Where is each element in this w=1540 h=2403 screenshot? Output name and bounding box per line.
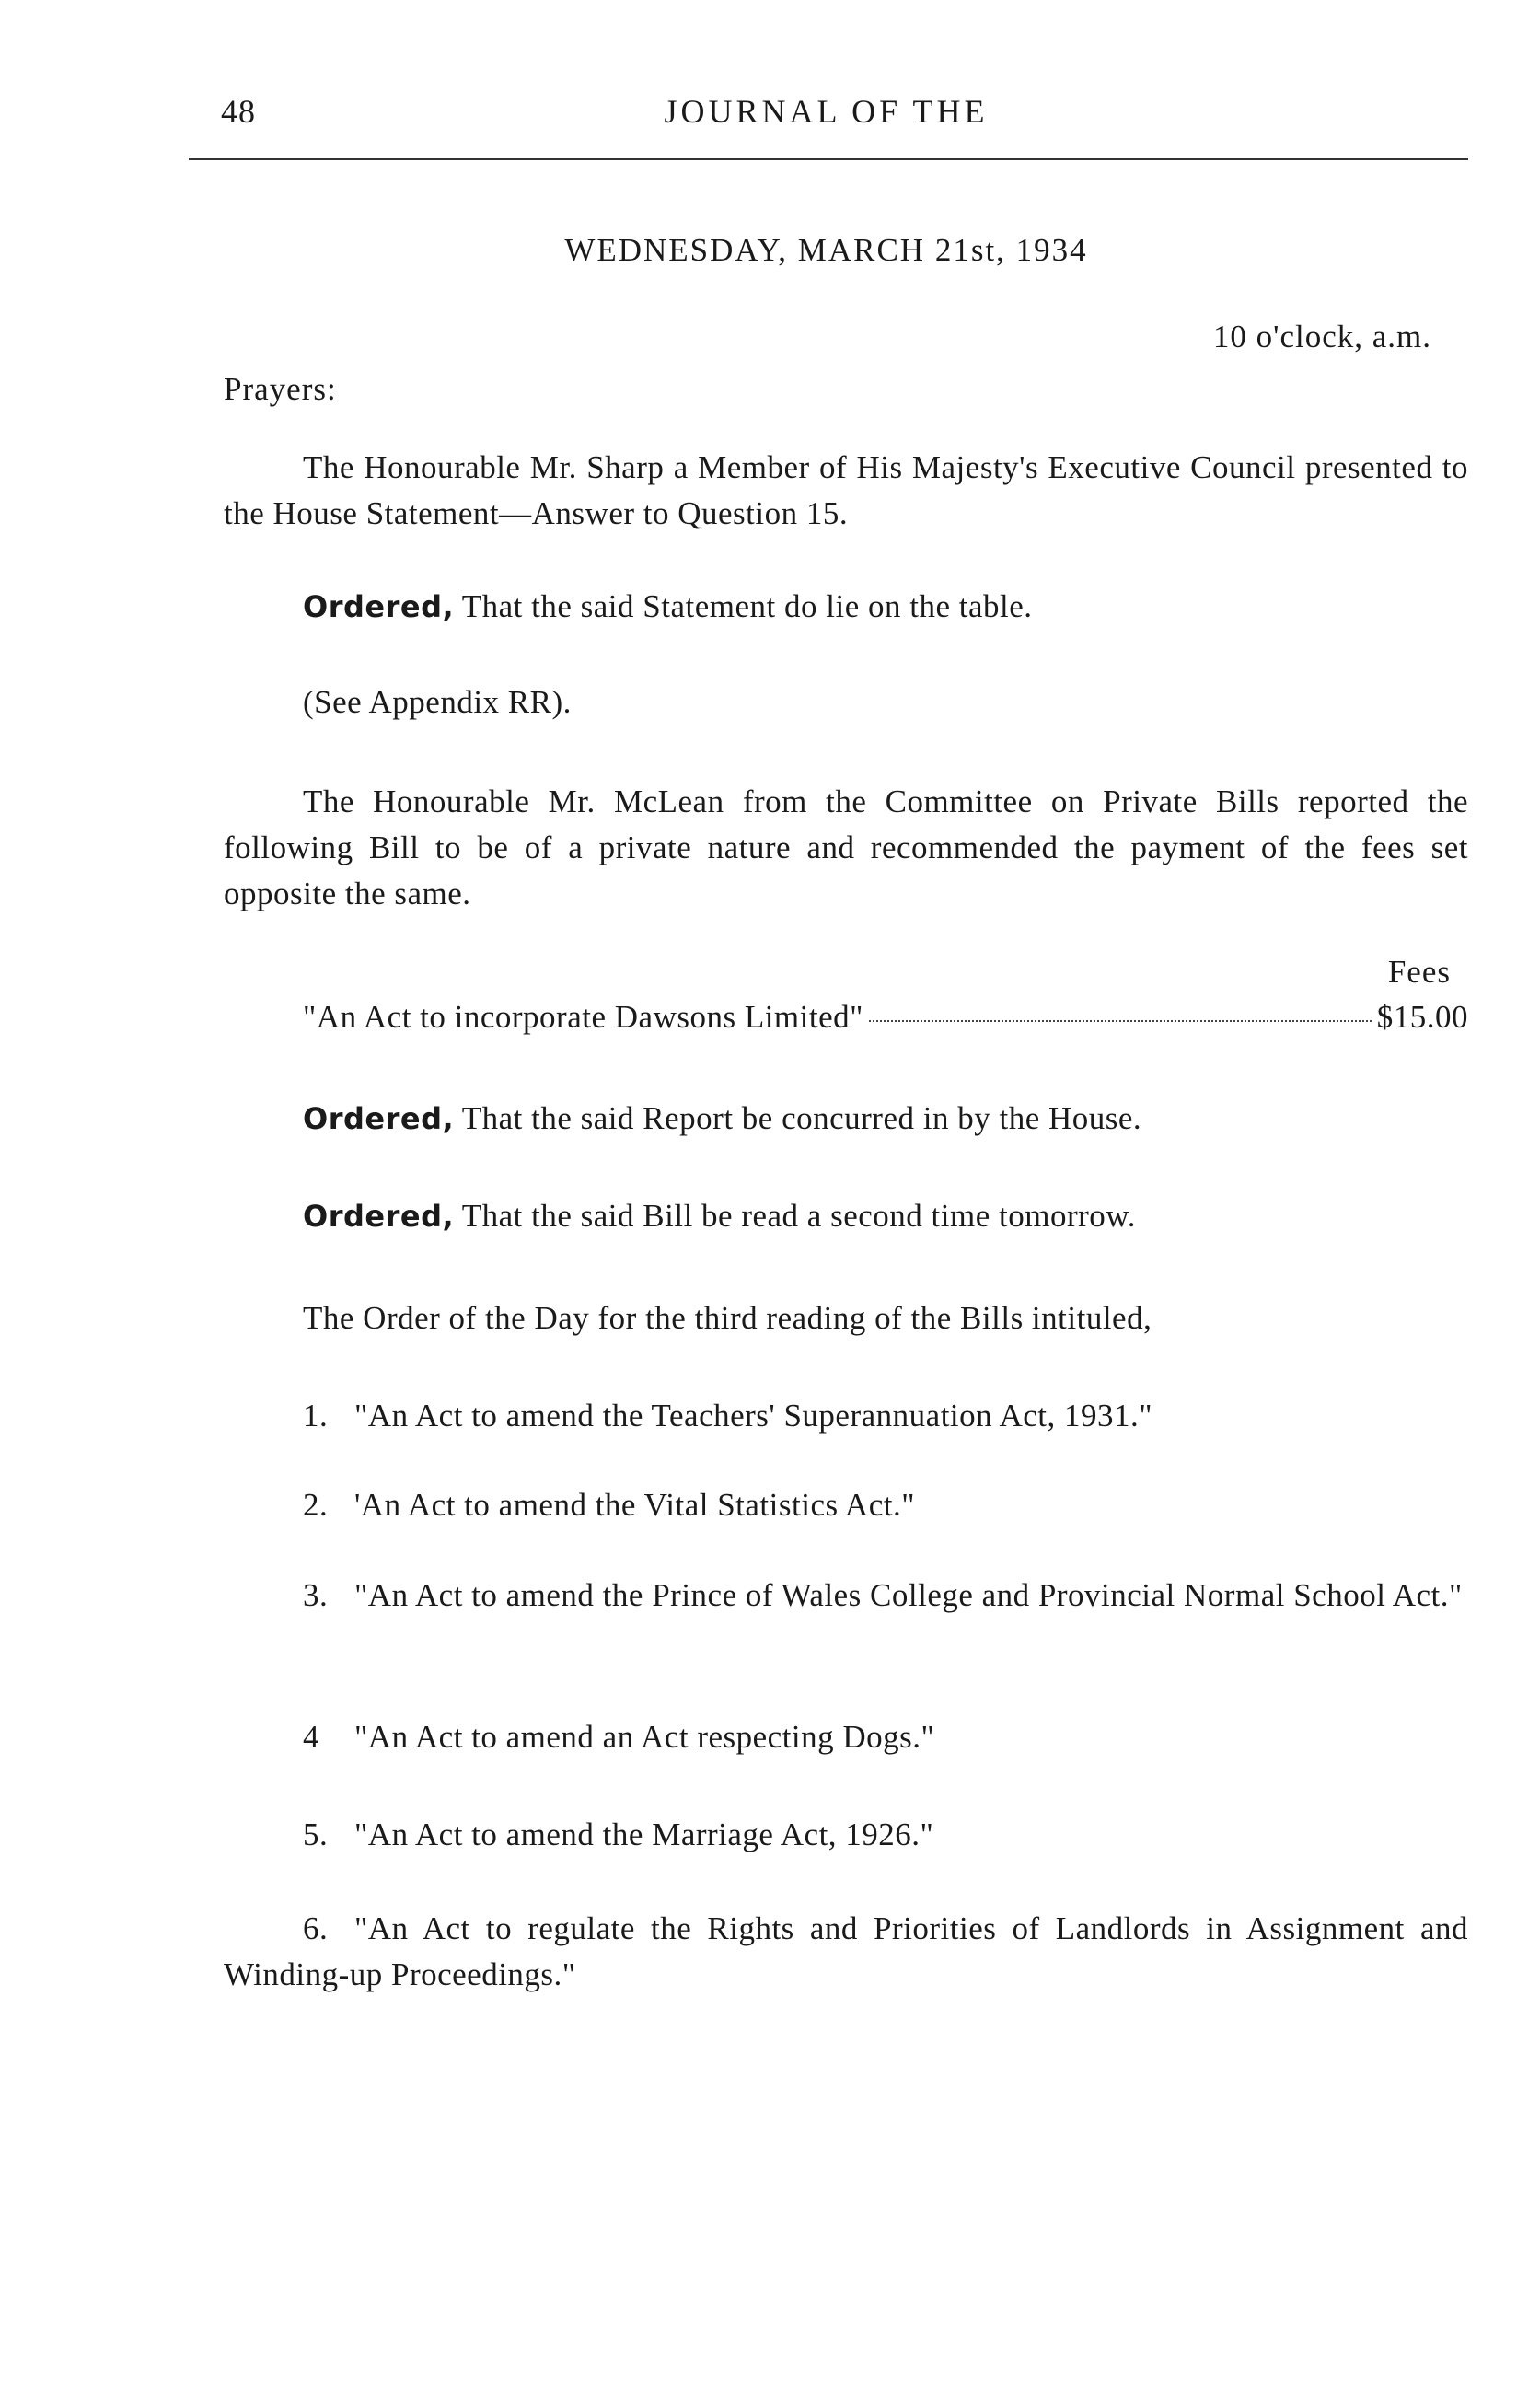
bill-title: "An Act to amend an Act respecting Dogs."	[354, 1719, 935, 1755]
bill-number: 2.	[303, 1487, 329, 1523]
page-header	[184, 92, 1468, 147]
paragraph-order-of-day: The Order of the Day for the third reading of the Bills intituled,	[303, 1300, 1152, 1336]
bill-title: "An Act to amend the Marriage Act, 1926."	[354, 1817, 934, 1852]
fee-row	[303, 999, 1468, 1045]
bill-item	[224, 1812, 1468, 1858]
bill-number: 4	[303, 1719, 319, 1755]
ordered-text: That the said Bill be read a second time tomorrow.	[454, 1198, 1137, 1234]
dot-leader	[869, 1020, 1372, 1022]
fee-amount: $15.00	[1376, 999, 1468, 1035]
paragraph-ordered-report	[224, 1096, 1468, 1142]
bill-item	[224, 1393, 1468, 1439]
date-heading: WEDNESDAY, MARCH 21st, 1934	[564, 232, 1088, 268]
prayers-label: Prayers:	[224, 371, 337, 407]
bill-item	[224, 1573, 1468, 1619]
ordered-label: Ordered,	[303, 589, 455, 624]
running-head: JOURNAL OF THE	[664, 93, 989, 130]
bill-number: 6.	[303, 1910, 329, 1946]
bill-item	[224, 1482, 1468, 1528]
paragraph-statement: The Honourable Mr. Sharp a Member of His Majesty's Executive Council presented to the House Statement—Answer to Question 15.	[224, 449, 1468, 531]
paragraph-ordered-second-reading	[224, 1193, 1468, 1239]
ordered-label: Ordered,	[303, 1101, 455, 1136]
header-rule	[189, 158, 1468, 160]
paragraph-private-bills-report: The Honourable Mr. McLean from the Committee on Private Bills reported the following Bill to be of a private nature and recommended the payment of the fees set opposite the same.	[224, 784, 1468, 911]
bill-number: 1.	[303, 1398, 329, 1434]
fees-column-heading: Fees	[1387, 954, 1451, 990]
bill-number: 5.	[303, 1817, 329, 1852]
paragraph-appendix-ref: (See Appendix RR).	[303, 684, 572, 720]
fee-bill-title: "An Act to incorporate Dawsons Limited"	[303, 999, 863, 1035]
ordered-text: That the said Report be concurred in by the House.	[454, 1100, 1142, 1136]
ordered-label: Ordered,	[303, 1199, 455, 1234]
bill-title: "An Act to amend the Teachers' Superannuation Act, 1931."	[354, 1398, 1153, 1434]
ordered-text: That the said Statement do lie on the table.	[454, 588, 1033, 624]
bill-item	[224, 1906, 1468, 1998]
page-number: 48	[221, 93, 256, 130]
bill-item	[224, 1714, 1468, 1760]
bill-title: 'An Act to amend the Vital Statistics Act."	[354, 1487, 915, 1523]
bill-title: "An Act to regulate the Rights and Priorities of Landlords in Assignment and Winding-up Proceedings."	[224, 1910, 1468, 1992]
paragraph-ordered-statement	[224, 584, 1468, 630]
bill-title: "An Act to amend the Prince of Wales College and Provincial Normal School Act."	[354, 1577, 1463, 1613]
sitting-time: 10 o'clock, a.m.	[1212, 319, 1431, 354]
bill-number: 3.	[303, 1577, 329, 1613]
